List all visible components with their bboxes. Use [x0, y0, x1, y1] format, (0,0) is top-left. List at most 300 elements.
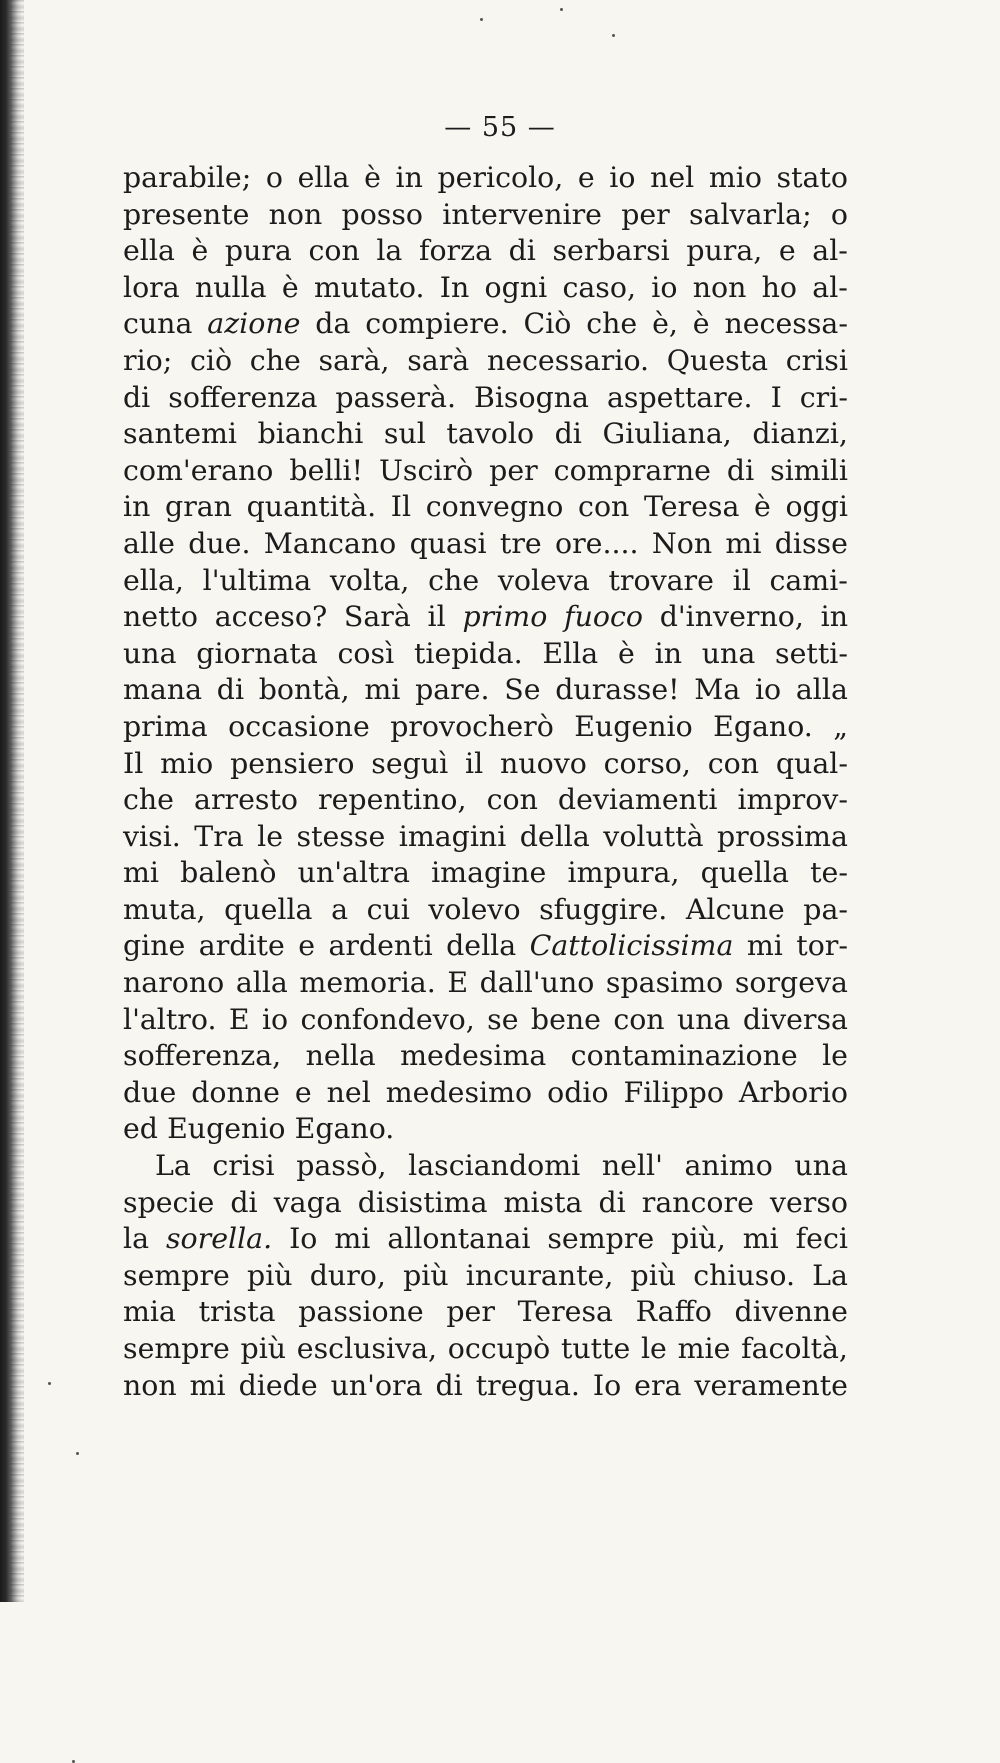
text-line: [123, 819, 848, 856]
word: voleva: [497, 563, 590, 597]
word: ella: [297, 161, 350, 194]
word: compiere.: [365, 307, 509, 341]
word: un'ora: [330, 1368, 423, 1402]
text-line: [123, 160, 848, 197]
word: la: [376, 234, 403, 268]
word: Io: [592, 1368, 622, 1402]
word: una: [794, 1149, 848, 1183]
word: una: [123, 636, 177, 670]
text-line: [123, 1075, 848, 1112]
word: ella: [123, 234, 175, 268]
word: sempre: [123, 1332, 230, 1365]
word: rancore: [641, 1185, 754, 1219]
word: mista: [503, 1185, 583, 1219]
word: balenò: [180, 856, 277, 890]
word: quantità.: [246, 490, 377, 524]
word: specie: [123, 1185, 215, 1219]
word: tutte: [560, 1332, 631, 1365]
word: imagini: [398, 819, 507, 853]
word: Io: [289, 1222, 318, 1256]
word: mutato.: [313, 270, 425, 304]
word: della: [519, 819, 590, 853]
word: gran: [165, 490, 232, 524]
word: animo: [684, 1149, 773, 1183]
word: dianzi,: [752, 417, 848, 451]
word: santemi: [123, 417, 237, 451]
word: Egano.: [713, 709, 813, 743]
word: due.: [188, 526, 251, 560]
word: bontà,: [258, 673, 350, 707]
word: I: [770, 380, 782, 414]
word: crisi: [212, 1149, 275, 1183]
word: mi: [189, 1368, 226, 1402]
word: spasimo: [605, 966, 724, 1000]
word: tre: [499, 526, 542, 560]
word: azione: [207, 307, 301, 341]
word: simili: [770, 453, 848, 487]
word: è: [618, 636, 635, 670]
word: Teresa: [517, 1295, 613, 1329]
word: alle: [123, 526, 175, 560]
word: quasi: [409, 526, 487, 560]
word: disistima: [357, 1185, 488, 1219]
word: mi: [746, 929, 783, 963]
word: Cattolicissima: [529, 929, 734, 963]
word: fuoco: [564, 600, 643, 634]
word: tregua.: [475, 1368, 580, 1402]
word: sempre: [123, 1258, 230, 1292]
word: Giuliana,: [602, 417, 732, 451]
text-line: [123, 892, 848, 929]
word: Eugenio: [574, 709, 693, 743]
word: Ella: [542, 636, 599, 670]
word: ore....: [555, 526, 639, 560]
word: Non: [651, 526, 713, 560]
word: odio: [547, 1075, 609, 1109]
word: Sarà: [343, 600, 411, 634]
text-line: [123, 782, 848, 819]
word: La: [812, 1258, 848, 1292]
text-line: [123, 526, 848, 563]
word: ho: [761, 270, 798, 304]
word: nell': [601, 1149, 663, 1183]
word: Ma: [694, 673, 741, 707]
word: E: [228, 1002, 250, 1036]
word: deviamenti: [557, 783, 718, 817]
text-line: [123, 928, 848, 965]
word: così: [337, 636, 395, 670]
word: salvarla;: [688, 197, 812, 231]
word: Bisogna: [473, 380, 589, 414]
word: durasse!: [555, 673, 680, 707]
text-line: [123, 1002, 848, 1039]
word: nel: [326, 1075, 371, 1109]
text-line: [123, 343, 848, 380]
word: nella: [305, 1039, 376, 1073]
word: in: [654, 636, 682, 670]
word: cami-: [769, 563, 848, 597]
word: Ciò: [523, 307, 572, 341]
word: duro,: [309, 1258, 386, 1292]
word: il: [732, 563, 751, 597]
word: lasciandomi: [408, 1149, 581, 1183]
word: sarà,: [318, 343, 390, 377]
word: io: [651, 270, 678, 304]
text-line: [123, 855, 848, 892]
word: è: [191, 234, 209, 268]
word: ella,: [123, 563, 184, 597]
word: donne: [191, 1075, 280, 1109]
word: un'altra: [297, 856, 410, 890]
word: è: [281, 270, 299, 304]
word: le: [640, 1332, 667, 1365]
word: provocherò: [390, 709, 554, 743]
word: e: [577, 161, 595, 194]
word: sofferenza,: [123, 1039, 282, 1073]
body-text: [123, 160, 848, 1404]
word: se: [487, 1002, 519, 1036]
text-line: [123, 270, 848, 307]
word: veramente: [694, 1368, 848, 1402]
word: di: [435, 1368, 463, 1402]
word: In: [439, 270, 470, 304]
word: feci: [795, 1222, 848, 1256]
word: narono: [123, 966, 225, 1000]
word: pare.: [415, 673, 490, 707]
word: oggi: [785, 490, 848, 524]
word: di: [216, 673, 245, 707]
word: io: [754, 673, 782, 707]
word: mia: [123, 1295, 176, 1329]
word: pensiero: [230, 746, 355, 780]
word: con: [707, 746, 760, 780]
text-line: [123, 563, 848, 600]
word: mi: [742, 1222, 779, 1256]
word: è,: [652, 307, 678, 341]
word: stato: [776, 161, 848, 194]
word: convegno: [425, 490, 564, 524]
word: le: [257, 819, 284, 853]
word: contaminazione: [570, 1039, 798, 1073]
word: Arborio: [738, 1075, 848, 1109]
word: d'inverno,: [659, 600, 804, 634]
word: più: [240, 1332, 287, 1365]
word: al-: [812, 270, 848, 304]
text-line: [123, 1038, 848, 1075]
word: Alcune: [685, 892, 785, 926]
word: da: [315, 307, 351, 341]
word: memoria.: [299, 966, 436, 1000]
word: pa-: [803, 892, 848, 926]
text-line: [123, 672, 848, 709]
word: La: [155, 1149, 191, 1183]
word: quella: [224, 892, 313, 926]
word: quella: [700, 856, 789, 890]
word: „: [833, 709, 848, 743]
word: sul: [383, 417, 426, 451]
word: te-: [810, 856, 848, 890]
word: pericolo,: [437, 161, 564, 194]
word: mana: [123, 673, 203, 707]
word: alla: [795, 673, 848, 707]
word: tiepida.: [413, 636, 523, 670]
word: verso: [769, 1185, 848, 1219]
text-line: [123, 197, 848, 234]
word: ciò: [190, 343, 233, 377]
word: diversa: [742, 1002, 848, 1036]
word: il: [427, 600, 446, 634]
word: Il: [123, 746, 144, 780]
word: è: [692, 307, 710, 341]
word: Il: [390, 490, 412, 524]
page-number: — 55 —: [444, 112, 556, 143]
paper-speck: [612, 34, 615, 37]
word: passione: [298, 1295, 424, 1329]
paper-speck: [48, 1382, 51, 1385]
word: non: [692, 270, 747, 304]
word: mio: [160, 746, 214, 780]
word: con: [578, 490, 630, 524]
word: sarà: [407, 343, 470, 377]
text-line: [123, 453, 848, 490]
word: nuovo: [500, 746, 587, 780]
word: nel: [650, 161, 695, 194]
word: pura: [224, 234, 292, 268]
text-line: [123, 1331, 848, 1368]
word: trovare: [608, 563, 714, 597]
word: la: [123, 1222, 150, 1256]
word: sorgeva: [734, 966, 848, 1000]
word: di: [554, 417, 582, 451]
word: della: [446, 929, 517, 963]
text-line: [123, 1258, 848, 1295]
word: che: [428, 563, 480, 597]
word: di: [598, 1185, 626, 1219]
text-line: [123, 1111, 848, 1148]
word: impura,: [567, 856, 680, 890]
paper-speck: [76, 1452, 79, 1455]
word: in: [395, 161, 423, 194]
word: diede: [238, 1368, 318, 1402]
word: due: [123, 1075, 177, 1109]
word: netto: [123, 600, 198, 634]
word: volevo: [428, 892, 521, 926]
word: dall'uno: [479, 966, 595, 1000]
word: Uscirò: [379, 453, 474, 487]
word: con: [613, 1002, 665, 1036]
word: e: [298, 929, 315, 963]
word: alla: [235, 966, 288, 1000]
word: per: [446, 1295, 495, 1329]
word: seguì: [371, 746, 449, 780]
word: più: [630, 1258, 677, 1292]
spine-texture: [10, 0, 24, 1602]
word: ardenti: [328, 929, 433, 963]
word: Questa: [666, 343, 769, 377]
word: presente: [123, 197, 250, 231]
word: Se: [504, 673, 541, 707]
word: Raffo: [635, 1295, 712, 1329]
text-line: [123, 636, 848, 673]
word: posso: [341, 197, 424, 231]
word: repentino,: [318, 783, 467, 817]
word: Teresa: [643, 490, 740, 524]
word: per: [621, 197, 670, 231]
word: qual-: [775, 746, 848, 780]
text-line: [123, 380, 848, 417]
word: non: [268, 197, 323, 231]
word: o: [830, 197, 848, 231]
word: o: [265, 161, 283, 194]
word: arresto: [194, 783, 298, 817]
word: una: [676, 1002, 731, 1036]
text-line: [123, 1294, 848, 1331]
word: l'ultima: [202, 563, 312, 597]
word: muta,: [123, 892, 206, 926]
word: parabile;: [123, 161, 252, 194]
word: più: [247, 1258, 293, 1292]
paper-speck: [560, 8, 563, 11]
word: io: [609, 161, 636, 194]
word: prossima: [717, 819, 848, 853]
text-line: [123, 416, 848, 453]
word: imagine: [431, 856, 547, 890]
word: pura,: [686, 234, 763, 268]
word: improv-: [737, 783, 848, 817]
text-line: [123, 1148, 848, 1185]
text-line: [123, 233, 848, 270]
word: passò,: [296, 1149, 387, 1183]
word: com'erano: [123, 453, 274, 487]
word: cuna: [123, 307, 193, 341]
word: è: [754, 490, 771, 524]
word: io: [261, 1002, 289, 1036]
word: vaga: [273, 1185, 342, 1219]
text-line: [123, 746, 848, 783]
word: mi: [364, 673, 401, 707]
text-line: [123, 709, 848, 746]
word: che: [123, 783, 174, 817]
word: a: [331, 892, 348, 926]
word: visi.: [123, 819, 181, 853]
word: bianchi: [257, 417, 364, 451]
word: con: [308, 234, 360, 268]
word: trista: [198, 1295, 276, 1329]
word: le: [822, 1039, 848, 1073]
word: gine: [123, 929, 186, 963]
word: al-: [812, 234, 848, 268]
word: cui: [366, 892, 410, 926]
word: incurante,: [465, 1258, 614, 1292]
word: prima: [123, 709, 208, 743]
word: più,: [671, 1222, 726, 1256]
word: che: [249, 343, 301, 377]
word: il: [465, 746, 484, 780]
word: disse: [774, 526, 848, 560]
word: sempre: [547, 1222, 655, 1256]
text-line: [123, 306, 848, 343]
word: più: [403, 1258, 449, 1292]
word: con: [486, 783, 538, 817]
word: occupò: [447, 1332, 551, 1365]
text-line: [123, 1221, 848, 1258]
word: ogni: [484, 270, 548, 304]
word: cri-: [799, 380, 848, 414]
word: bene: [530, 1002, 601, 1036]
word: Egano.: [294, 1112, 395, 1146]
word: corso,: [603, 746, 691, 780]
text-line: [123, 1368, 848, 1405]
word: mi: [725, 526, 762, 560]
word: allontanai: [387, 1222, 531, 1256]
word: era: [634, 1368, 682, 1402]
word: l'altro.: [123, 1002, 217, 1036]
word: sfuggire.: [539, 892, 668, 926]
word: che: [586, 307, 638, 341]
word: esclusiva,: [296, 1332, 438, 1365]
text-line: [123, 599, 848, 636]
word: è: [364, 161, 381, 194]
word: Eugenio: [167, 1112, 286, 1146]
word: passerà.: [335, 380, 456, 414]
word: per: [489, 453, 538, 487]
word: sofferenza: [168, 380, 318, 414]
word: non: [123, 1368, 177, 1402]
word: tor-: [796, 929, 848, 963]
word: giornata: [196, 636, 318, 670]
word: occasione: [228, 709, 370, 743]
word: setti-: [775, 636, 848, 670]
paper-speck: [480, 18, 483, 21]
word: medesimo: [385, 1075, 533, 1109]
word: aspettare.: [606, 380, 753, 414]
word: nulla: [194, 270, 267, 304]
word: stesse: [296, 819, 386, 853]
word: mio: [708, 161, 762, 194]
word: confondevo,: [300, 1002, 475, 1036]
word: Tra: [194, 819, 244, 853]
word: divenne: [734, 1295, 848, 1329]
word: intervenire: [442, 197, 602, 231]
word: di: [726, 453, 755, 487]
word: medesima: [400, 1039, 547, 1073]
word: di: [230, 1185, 258, 1219]
word: primo: [462, 600, 548, 634]
word: in: [123, 490, 151, 524]
word: comprarne: [553, 453, 711, 487]
word: di: [123, 380, 151, 414]
word: ardite: [198, 929, 285, 963]
word: voluttà: [603, 819, 704, 853]
word: forza: [418, 234, 492, 268]
word: in: [820, 600, 848, 634]
word: volta,: [329, 563, 410, 597]
word: acceso?: [214, 600, 328, 634]
word: serbarsi: [552, 234, 670, 268]
word: mi: [334, 1222, 371, 1256]
text-line: [123, 965, 848, 1002]
word: mi: [123, 856, 160, 890]
word: Filippo: [623, 1075, 724, 1109]
text-line: [123, 489, 848, 526]
word: caso,: [562, 270, 636, 304]
word: di: [508, 234, 536, 268]
word: necessa-: [724, 307, 848, 341]
word: e: [778, 234, 796, 268]
word: ed: [123, 1112, 158, 1146]
text-line: [123, 1185, 848, 1222]
word: belli!: [289, 453, 364, 487]
